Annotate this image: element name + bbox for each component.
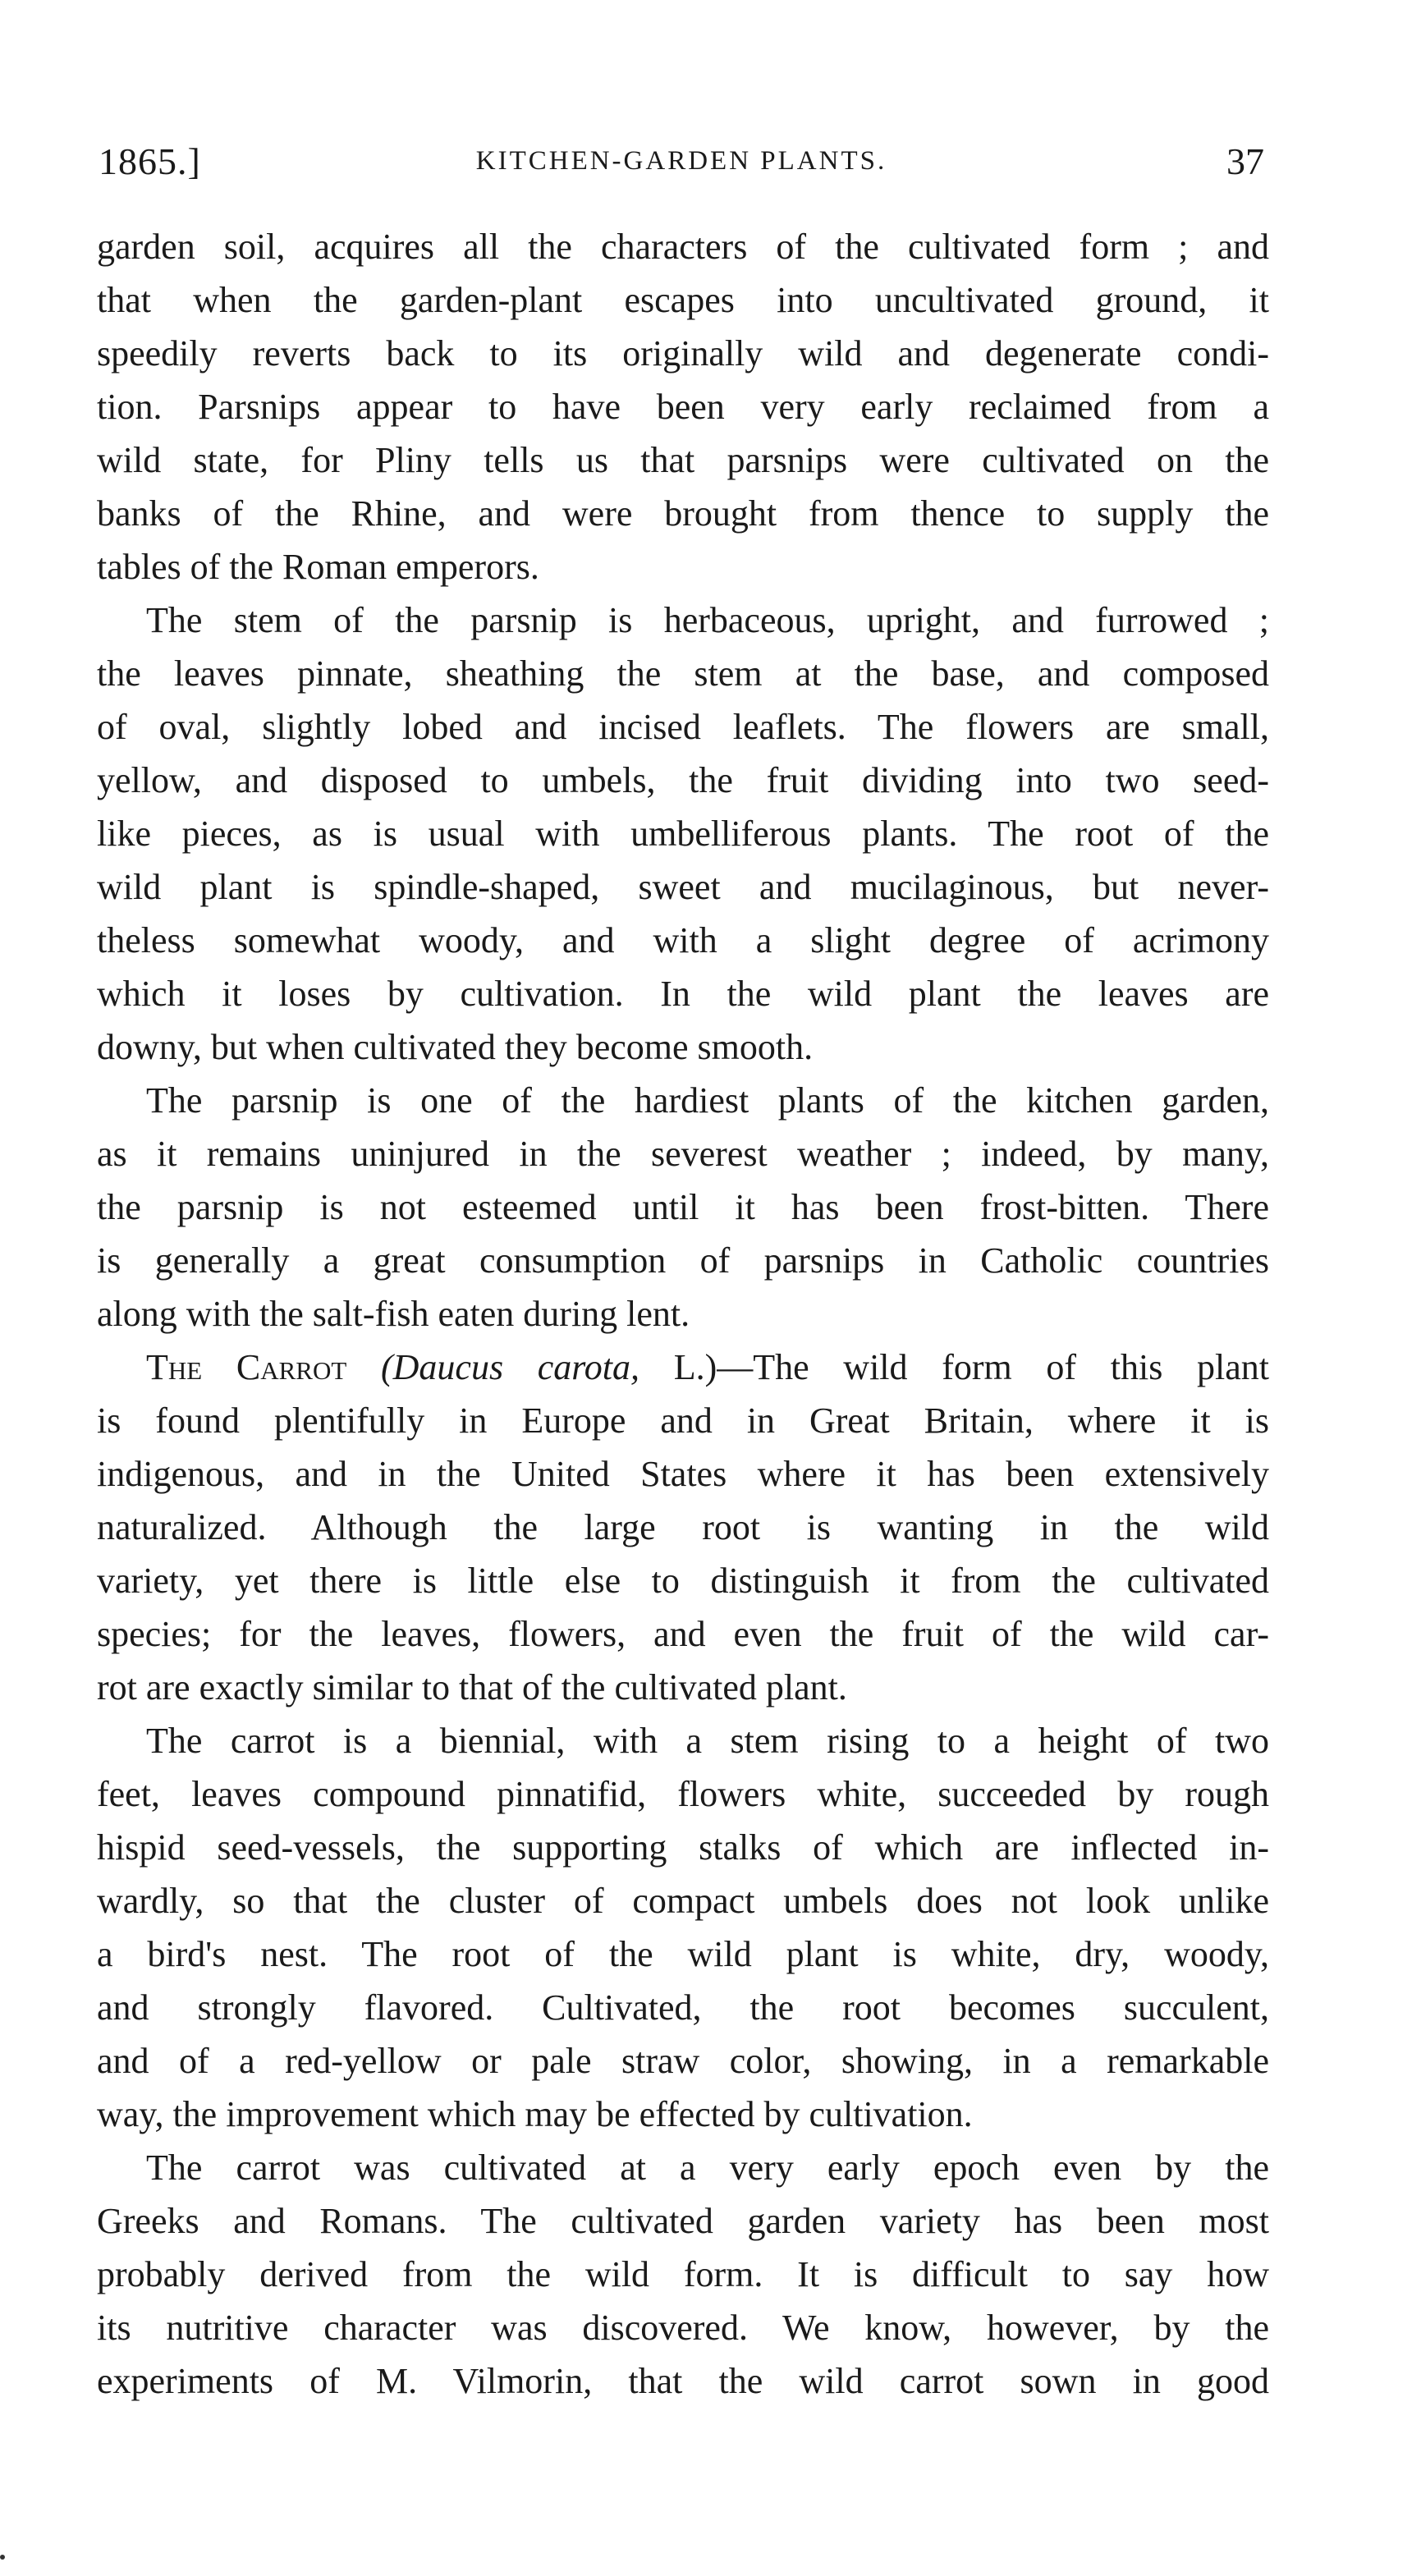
text-line: The stem of the parsnip is herbaceous, upright, and furrowed ; [146, 600, 1269, 640]
header-title: KITCHEN-GARDEN PLANTS. [475, 146, 887, 176]
text-line: way, the improvement which may be effected by cultivation. [97, 2094, 973, 2134]
text-line: tables of the Roman emperors. [97, 547, 539, 587]
text-line: is generally a great consumption of parsnips in Catholic countries [97, 1240, 1269, 1281]
text-line: its nutritive character was discovered. We know, however, by the [97, 2308, 1269, 2348]
carrot-latin-name: (Daucus carota, [380, 1347, 639, 1387]
text-line: the parsnip is not esteemed until it has been frost-bitten. There [97, 1187, 1269, 1227]
body-text [97, 220, 1269, 2408]
text-line-carrot-heading [97, 1341, 1269, 1394]
text-line: which it loses by cultivation. In the wild plant the leaves are [97, 974, 1269, 1014]
text-line: a bird's nest. The root of the wild plant is white, dry, woody, [97, 1934, 1269, 1974]
text-line: species; for the leaves, flowers, and even the fruit of the wild car- [97, 1614, 1269, 1654]
text-line: naturalized. Although the large root is wanting in the wild [97, 1507, 1269, 1547]
text-line: that when the garden-plant escapes into uncultivated ground, it [97, 280, 1269, 320]
text-line: garden soil, acquires all the characters of the cultivated form ; and [97, 227, 1269, 267]
page-number: 37 [1226, 140, 1264, 182]
text-line: feet, leaves compound pinnatifid, flowers white, succeeded by rough [97, 1774, 1269, 1814]
text-line: and strongly flavored. Cultivated, the root becomes succulent, [97, 1987, 1269, 2028]
text-line: wardly, so that the cluster of compact umbels does not look unlike [97, 1881, 1269, 1921]
text-line: theless somewhat woody, and with a slight degree of acrimony [97, 920, 1269, 960]
carrot-heading-rest: L.)—The wild form of this plant [673, 1347, 1269, 1387]
text-line: experiments of M. Vilmorin, that the wild carrot sown in good [97, 2361, 1269, 2401]
text-line: rot are exactly similar to that of the cultivated plant. [97, 1667, 847, 1707]
text-line: like pieces, as is usual with umbelliferous plants. The root of the [97, 814, 1269, 854]
text-line: The carrot is a biennial, with a stem rising to a height of two [146, 1721, 1269, 1761]
scan-speck [0, 2555, 5, 2560]
text-line: along with the salt-fish eaten during lent. [97, 1294, 690, 1334]
text-line: The carrot was cultivated at a very early epoch even by the [146, 2147, 1269, 2188]
text-line: as it remains uninjured in the severest weather ; indeed, by many, [97, 1134, 1269, 1174]
text-line: The parsnip is one of the hardiest plants of the kitchen garden, [146, 1080, 1269, 1121]
text-line: probably derived from the wild form. It is difficult to say how [97, 2254, 1269, 2294]
text-line: variety, yet there is little else to distinguish it from the cultivated [97, 1561, 1269, 1601]
text-line: is found plentifully in Europe and in Great Britain, where it is [97, 1400, 1269, 1441]
text-line: indigenous, and in the United States where it has been extensively [97, 1454, 1269, 1494]
text-line: and of a red-yellow or pale straw color, showing, in a remarkable [97, 2041, 1269, 2081]
text-line: banks of the Rhine, and were brought from thence to supply the [97, 493, 1269, 534]
text-line: of oval, slightly lobed and incised leaflets. The flowers are small, [97, 707, 1269, 747]
running-head [99, 140, 1264, 197]
text-line: the leaves pinnate, sheathing the stem at the base, and composed [97, 653, 1269, 694]
text-line: wild plant is spindle-shaped, sweet and mucilaginous, but never- [97, 867, 1269, 907]
text-line: Greeks and Romans. The cultivated garden variety has been most [97, 2201, 1269, 2241]
carrot-heading: The Carrot [146, 1347, 347, 1387]
text-line: yellow, and disposed to umbels, the fruit dividing into two seed- [97, 760, 1269, 800]
text-line: hispid seed-vessels, the supporting stalks of which are inflected in- [97, 1827, 1269, 1868]
text-line: downy, but when cultivated they become smooth. [97, 1027, 814, 1067]
text-line: tion. Parsnips appear to have been very early reclaimed from a [97, 387, 1269, 427]
header-year: 1865.] [99, 140, 201, 182]
text-line: speedily reverts back to its originally wild and degenerate condi- [97, 333, 1269, 374]
text-line: wild state, for Pliny tells us that parsnips were cultivated on the [97, 440, 1269, 480]
